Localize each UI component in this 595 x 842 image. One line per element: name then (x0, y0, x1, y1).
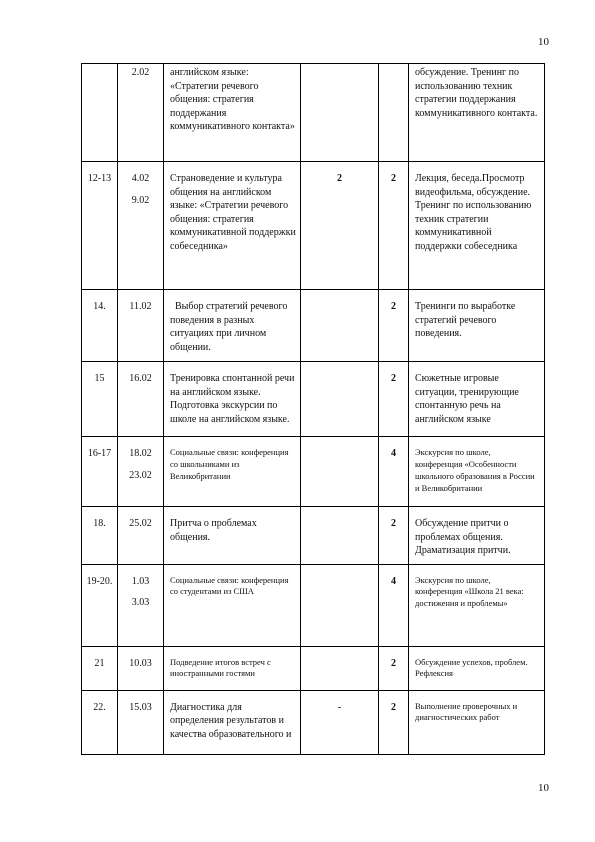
date-value: 9.02 (131, 194, 150, 206)
lesson-forms: Экскурсия по школе, конференция «Школа 21 века: достижения и проблемы» (409, 564, 545, 646)
lesson-number: 16-17 (82, 437, 118, 507)
lesson-topic: английском языке: «Стратегии речевого общения: стратегия поддержания коммуникативного контакта» (164, 64, 301, 162)
date-value: 18.02 (129, 448, 152, 459)
table-row (82, 64, 545, 162)
lesson-forms: Тренинги по выработке стратегий речевого поведения. (409, 290, 545, 362)
page-number-top: 10 (538, 36, 549, 48)
lesson-date (118, 290, 164, 362)
lesson-forms: Обсуждение притчи о проблемах общения. Драматизация притчи. (409, 507, 545, 565)
date-value: 23.02 (129, 469, 152, 481)
lesson-date (118, 646, 164, 690)
lesson-topic: Подведение итогов встреч с иностранными гостями (164, 646, 301, 690)
lesson-forms: Экскурсия по школе, конференция «Особенности школьного образования в России и Великобритании (409, 437, 545, 507)
date-value: 15.03 (129, 701, 152, 713)
table-row (82, 290, 545, 362)
lesson-topic: Страноведение и культура общения на английском языке: «Стратегии речевого общения: стратегия коммуникативной поддержки собеседника» (164, 162, 301, 290)
practice-hours (379, 64, 409, 162)
lesson-date (118, 507, 164, 565)
lesson-number: 22. (82, 690, 118, 754)
lesson-topic: Выбор стратегий речевого поведения в разных ситуациях при личном общении. (164, 290, 301, 362)
lesson-topic: Тренировка спонтанной речи на английском языке. Подготовка экскурсии по школе на английском языке. (164, 362, 301, 437)
lesson-number: 21 (82, 646, 118, 690)
lesson-forms: Выполнение проверочных и диагностических работ (409, 690, 545, 754)
theory-hours (301, 437, 379, 507)
practice-hours: 2 (379, 507, 409, 565)
practice-hours: 2 (379, 362, 409, 437)
date-value: 25.02 (129, 518, 152, 529)
date-value: 1.03 (131, 575, 150, 587)
lesson-forms: Лекция, беседа.Просмотр видеофильма, обсуждение. Тренинг по использованию техник стратегии коммуникативной поддержки собеседника (409, 162, 545, 290)
lesson-number: 18. (82, 507, 118, 565)
table-row (82, 162, 545, 290)
lesson-forms: Обсуждение успехов, проблем. Рефлексия (409, 646, 545, 690)
date-value: 16.02 (129, 373, 152, 384)
lesson-date (118, 437, 164, 507)
lesson-date (118, 64, 164, 162)
theory-hours: - (301, 690, 379, 754)
theory-hours: 2 (301, 162, 379, 290)
theory-hours (301, 362, 379, 437)
table-row (82, 507, 545, 565)
table-row (82, 564, 545, 646)
practice-hours: 4 (379, 564, 409, 646)
lesson-number: 19-20. (82, 564, 118, 646)
lesson-topic: Социальные связи: конференция со студентами из США (164, 564, 301, 646)
date-value: 3.03 (131, 597, 150, 608)
lesson-forms: Сюжетные игровые ситуации, тренирующие спонтанную речь на английском языке (409, 362, 545, 437)
practice-hours: 2 (379, 290, 409, 362)
lesson-date (118, 362, 164, 437)
lesson-forms: обсуждение. Тренинг по использованию техник стратегии поддержания коммуникативного контакта. (409, 64, 545, 162)
table-row (82, 362, 545, 437)
lesson-date (118, 690, 164, 754)
practice-hours: 4 (379, 437, 409, 507)
lesson-number (82, 64, 118, 162)
theory-hours (301, 64, 379, 162)
theory-hours (301, 646, 379, 690)
date-value: 4.02 (131, 173, 150, 184)
lesson-date (118, 564, 164, 646)
table-row (82, 437, 545, 507)
lesson-number: 15 (82, 362, 118, 437)
theory-hours (301, 290, 379, 362)
lesson-topic: Диагностика для определения результатов и качества образовательного и (164, 690, 301, 754)
lesson-topic: Социальные связи: конференция со школьниками из Великобритании (164, 437, 301, 507)
table-row (82, 690, 545, 754)
date-value: 2.02 (131, 67, 150, 78)
date-value: 11.02 (129, 301, 152, 312)
practice-hours: 2 (379, 690, 409, 754)
practice-hours: 2 (379, 162, 409, 290)
date-value: 10.03 (129, 657, 152, 669)
page-number-bottom: 10 (538, 782, 549, 794)
curriculum-table (81, 63, 545, 755)
lesson-number: 14. (82, 290, 118, 362)
theory-hours (301, 564, 379, 646)
lesson-number: 12-13 (82, 162, 118, 290)
lesson-date (118, 162, 164, 290)
theory-hours (301, 507, 379, 565)
practice-hours: 2 (379, 646, 409, 690)
table-row (82, 646, 545, 690)
lesson-topic: Притча о проблемах общения. (164, 507, 301, 565)
